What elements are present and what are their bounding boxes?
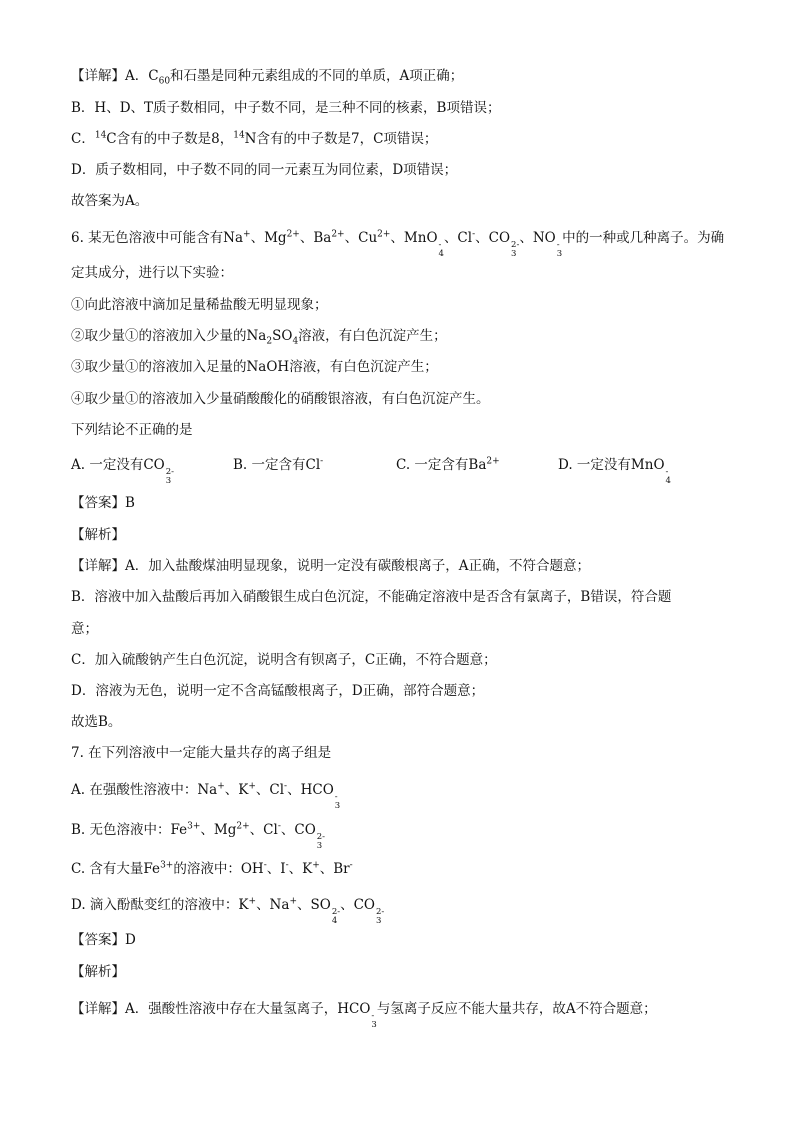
q5-detail-a: 【详解】A．$C_{60}$和石墨是同种元素组成的不同的单质，A项正确； — [71, 68, 464, 87]
q7-detail-a: 【详解】A．强酸性溶液中存在大量氢离子，HCO - 3 与氢离子反应不能大量共存，故A不符合题意； — [71, 1001, 657, 1030]
q6-experiment-4: ④取少量①的溶液加入少量硝酸酸化的硝酸银溶液，有白色沉淀产生。 — [71, 391, 490, 407]
q5-detail-c: C．$^{14}$C含有的中子数是8，$^{14}$N含有的中子数是7，C项错误； — [71, 130, 438, 147]
q6-option-a: A. 一定没有CO 2- 3 — [71, 457, 175, 486]
q6-option-c: C. 一定含有$Ba^{2+}$ — [396, 456, 500, 473]
q7-option-c: C. 含有大量$Fe^{3+}$的溶液中：OH-、I-、K+、Br- — [71, 860, 353, 877]
q6-detail-b-cont: 意； — [71, 621, 98, 637]
q5-detail-b: B．H、D、T质子数相同，中子数不同，是三种不同的核素，B项错误； — [71, 100, 501, 116]
q6-analysis-heading: 【解析】 — [71, 527, 125, 543]
q6-option-b: B. 一定含有Cl- — [233, 456, 324, 473]
q6-option-d: D. 一定没有MnO - 4 — [558, 457, 671, 486]
q6-detail-b: B．溶液中加入盐酸后再加入硝酸银生成白色沉淀，不能确定溶液中是否含有氯离子，B错误，符合题 — [71, 589, 672, 605]
q6-question: 下列结论不正确的是 — [71, 422, 193, 438]
q6-stem-line2: 定其成分，进行以下实验： — [71, 265, 233, 281]
q7-option-a: A. 在强酸性溶液中：Na+、K+、Cl-、HCO - 3 — [71, 781, 341, 811]
q6-detail-d: D．溶液为无色，说明一定不含高锰酸根离子，D正确，部符合题意； — [71, 683, 485, 699]
q7-option-b: B. 无色溶液中：$Fe^{3+}$、$Mg^{2+}$、Cl-、CO 2- 3 — [71, 821, 326, 851]
q6-conclusion: 故选B。 — [71, 714, 122, 730]
q6-detail-a: 【详解】A．加入盐酸煤油明显现象，说明一定没有碳酸根离子，A正确，不符合题意； — [71, 558, 590, 574]
q7-option-d: D. 滴入酚酞变红的溶液中：K+、Na+、SO 2- 4 、CO 2- 3 — [71, 896, 385, 926]
q6-experiment-1: ①向此溶液中滴加足量稀盐酸无明显现象； — [71, 297, 328, 313]
q6-answer: 【答案】B — [71, 495, 135, 511]
q5-conclusion: 故答案为A。 — [71, 193, 149, 209]
q7-analysis-heading: 【解析】 — [71, 964, 125, 980]
q6-stem-line1: 6. 某无色溶液中可能含有Na+、$Mg^{2+}$、$Ba^{2+}$、$Cu^{2+}$、MnO - 4 、Cl-、CO 2- 3 、NO - 3 中的一种或几种离子。为确 — [71, 229, 725, 259]
q6-experiment-3: ③取少量①的溶液加入足量的NaOH溶液，有白色沉淀产生； — [71, 359, 438, 375]
q5-detail-d: D．质子数相同，中子数不同的同一元素互为同位素，D项错误； — [71, 162, 458, 178]
q7-answer: 【答案】D — [71, 932, 136, 948]
q6-detail-c: C．加入硫酸钠产生白色沉淀，说明含有钡离子，C正确，不符合题意； — [71, 652, 497, 668]
q7-stem: 7. 在下列溶液中一定能大量共存的离子组是 — [71, 745, 332, 761]
q6-experiment-2: ②取少量①的溶液加入少量的$Na_2SO_4$溶液，有白色沉淀产生； — [71, 328, 447, 347]
